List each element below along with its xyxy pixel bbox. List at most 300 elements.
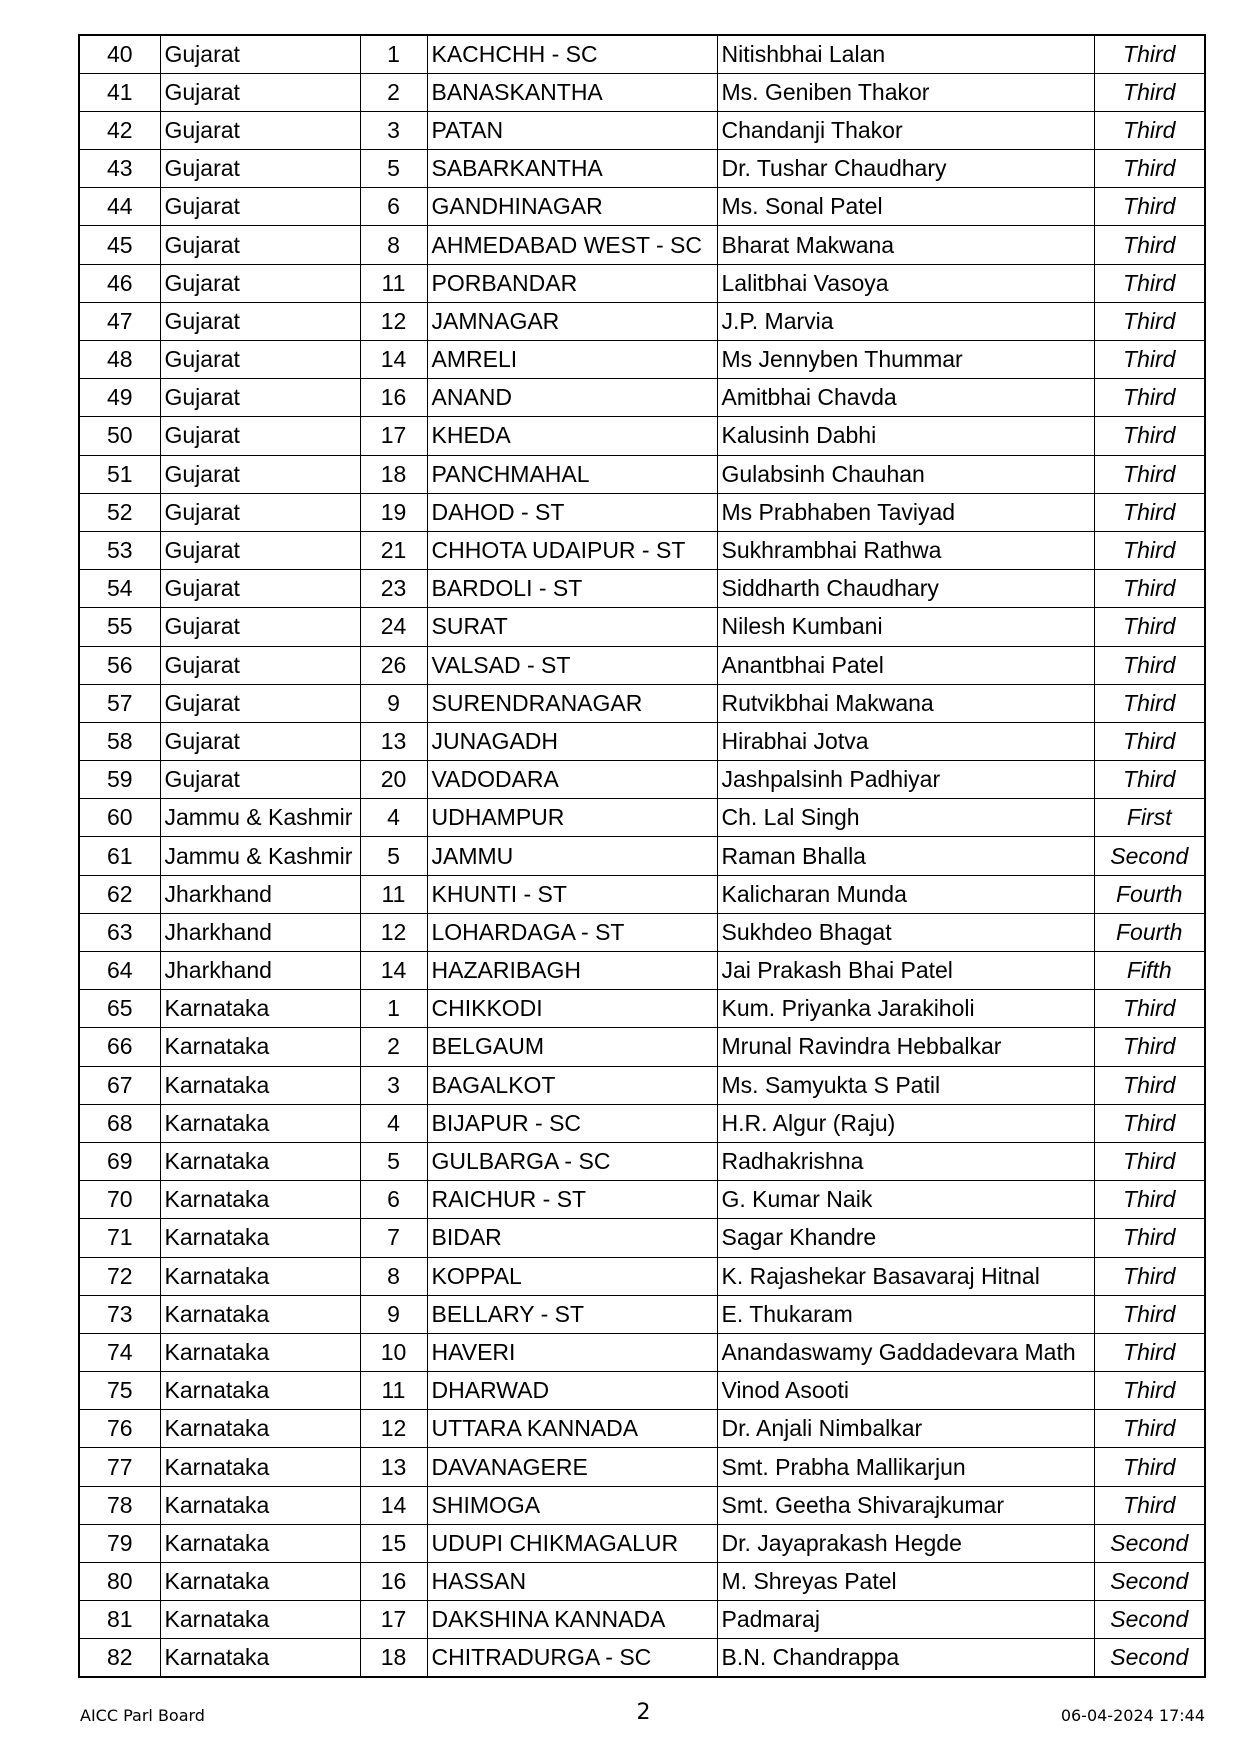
phase-cell: Third [1094,264,1205,302]
constituency-cell: BELLARY - ST [427,1295,717,1333]
constituency-cell: DAHOD - ST [427,493,717,531]
phase-cell: Third [1094,1104,1205,1142]
serial-number-cell: 71 [79,1219,160,1257]
state-cell: Jammu & Kashmir [160,837,360,875]
pc-number-cell: 18 [360,455,427,493]
serial-number-cell: 40 [79,35,160,73]
candidate-cell: Dr. Tushar Chaudhary [717,150,1094,188]
state-cell: Karnataka [160,1486,360,1524]
phase-cell: Third [1094,990,1205,1028]
table-row [79,264,1205,302]
candidate-cell: K. Rajashekar Basavaraj Hitnal [717,1257,1094,1295]
serial-number-cell: 63 [79,913,160,951]
candidate-cell: Smt. Geetha Shivarajkumar [717,1486,1094,1524]
constituency-cell: VALSAD - ST [427,646,717,684]
constituency-cell: DHARWAD [427,1372,717,1410]
phase-cell: Third [1094,417,1205,455]
constituency-cell: BARDOLI - ST [427,570,717,608]
serial-number-cell: 62 [79,875,160,913]
footer-board-name: AICC Parl Board [80,1706,205,1725]
state-cell: Karnataka [160,1639,360,1677]
state-cell: Gujarat [160,531,360,569]
page-number: 2 [636,1700,651,1725]
pc-number-cell: 17 [360,1601,427,1639]
table-row [79,722,1205,760]
pc-number-cell: 21 [360,531,427,569]
pc-number-cell: 14 [360,952,427,990]
phase-cell: Second [1094,1563,1205,1601]
state-cell: Jharkhand [160,952,360,990]
phase-cell: Third [1094,531,1205,569]
state-cell: Gujarat [160,111,360,149]
state-cell: Gujarat [160,264,360,302]
pc-number-cell: 11 [360,264,427,302]
table-row [79,1142,1205,1180]
serial-number-cell: 72 [79,1257,160,1295]
serial-number-cell: 81 [79,1601,160,1639]
state-cell: Karnataka [160,1524,360,1562]
state-cell: Jharkhand [160,913,360,951]
phase-cell: Third [1094,1333,1205,1371]
serial-number-cell: 75 [79,1372,160,1410]
candidate-cell: Ms. Geniben Thakor [717,73,1094,111]
state-cell: Karnataka [160,1142,360,1180]
state-cell: Gujarat [160,722,360,760]
pc-number-cell: 1 [360,990,427,1028]
table-row [79,799,1205,837]
serial-number-cell: 70 [79,1181,160,1219]
phase-cell: First [1094,799,1205,837]
state-cell: Jammu & Kashmir [160,799,360,837]
phase-cell: Third [1094,1486,1205,1524]
candidate-cell: Amitbhai Chavda [717,379,1094,417]
serial-number-cell: 74 [79,1333,160,1371]
serial-number-cell: 52 [79,493,160,531]
pc-number-cell: 9 [360,1295,427,1333]
constituency-cell: SURENDRANAGAR [427,684,717,722]
phase-cell: Third [1094,646,1205,684]
constituency-cell: SHIMOGA [427,1486,717,1524]
constituency-cell: HASSAN [427,1563,717,1601]
table-row [79,1333,1205,1371]
phase-cell: Third [1094,493,1205,531]
constituency-cell: JAMMU [427,837,717,875]
serial-number-cell: 46 [79,264,160,302]
constituency-cell: PORBANDAR [427,264,717,302]
pc-number-cell: 5 [360,150,427,188]
pc-number-cell: 14 [360,1486,427,1524]
table-row [79,684,1205,722]
serial-number-cell: 61 [79,837,160,875]
constituency-cell: PATAN [427,111,717,149]
phase-cell: Third [1094,379,1205,417]
footer-timestamp: 06-04-2024 17:44 [1060,1706,1205,1725]
serial-number-cell: 57 [79,684,160,722]
candidate-cell: Raman Bhalla [717,837,1094,875]
constituency-cell: BIDAR [427,1219,717,1257]
candidate-cell: Ms Jennyben Thummar [717,341,1094,379]
serial-number-cell: 76 [79,1410,160,1448]
serial-number-cell: 78 [79,1486,160,1524]
candidate-cell: B.N. Chandrappa [717,1639,1094,1677]
constituency-cell: CHITRADURGA - SC [427,1639,717,1677]
serial-number-cell: 48 [79,341,160,379]
candidate-cell: J.P. Marvia [717,302,1094,340]
serial-number-cell: 47 [79,302,160,340]
serial-number-cell: 41 [79,73,160,111]
constituency-cell: RAICHUR - ST [427,1181,717,1219]
serial-number-cell: 50 [79,417,160,455]
candidate-cell: Lalitbhai Vasoya [717,264,1094,302]
candidate-cell: Bharat Makwana [717,226,1094,264]
constituency-cell: VADODARA [427,761,717,799]
table-row [79,379,1205,417]
serial-number-cell: 59 [79,761,160,799]
constituency-cell: LOHARDAGA - ST [427,913,717,951]
phase-cell: Third [1094,570,1205,608]
state-cell: Karnataka [160,1448,360,1486]
state-cell: Karnataka [160,1410,360,1448]
candidate-cell: Nilesh Kumbani [717,608,1094,646]
phase-cell: Third [1094,188,1205,226]
candidate-cell: H.R. Algur (Raju) [717,1104,1094,1142]
pc-number-cell: 2 [360,1028,427,1066]
pc-number-cell: 15 [360,1524,427,1562]
constituency-cell: KOPPAL [427,1257,717,1295]
constituency-cell: AHMEDABAD WEST - SC [427,226,717,264]
state-cell: Gujarat [160,73,360,111]
table-row [79,913,1205,951]
table-row [79,1219,1205,1257]
phase-cell: Third [1094,722,1205,760]
pc-number-cell: 18 [360,1639,427,1677]
phase-cell: Third [1094,1142,1205,1180]
serial-number-cell: 79 [79,1524,160,1562]
serial-number-cell: 49 [79,379,160,417]
pc-number-cell: 8 [360,226,427,264]
pc-number-cell: 12 [360,1410,427,1448]
pc-number-cell: 11 [360,1372,427,1410]
pc-number-cell: 16 [360,1563,427,1601]
constituency-cell: CHIKKODI [427,990,717,1028]
table-row [79,531,1205,569]
constituency-cell: GANDHINAGAR [427,188,717,226]
constituency-cell: SABARKANTHA [427,150,717,188]
pc-number-cell: 23 [360,570,427,608]
table-row [79,1028,1205,1066]
table-row [79,73,1205,111]
table-row [79,837,1205,875]
state-cell: Karnataka [160,1601,360,1639]
state-cell: Gujarat [160,35,360,73]
pc-number-cell: 6 [360,188,427,226]
constituency-cell: CHHOTA UDAIPUR - ST [427,531,717,569]
phase-cell: Third [1094,1028,1205,1066]
candidate-cell: E. Thukaram [717,1295,1094,1333]
pc-number-cell: 8 [360,1257,427,1295]
serial-number-cell: 55 [79,608,160,646]
table-row [79,150,1205,188]
serial-number-cell: 68 [79,1104,160,1142]
table-row [79,188,1205,226]
candidate-cell: Mrunal Ravindra Hebbalkar [717,1028,1094,1066]
state-cell: Karnataka [160,1219,360,1257]
candidate-cell: Anantbhai Patel [717,646,1094,684]
phase-cell: Third [1094,226,1205,264]
candidate-cell: Ch. Lal Singh [717,799,1094,837]
candidate-cell: Hirabhai Jotva [717,722,1094,760]
serial-number-cell: 43 [79,150,160,188]
state-cell: Karnataka [160,1104,360,1142]
state-cell: Gujarat [160,455,360,493]
pc-number-cell: 3 [360,111,427,149]
phase-cell: Third [1094,302,1205,340]
table-row [79,1104,1205,1142]
serial-number-cell: 80 [79,1563,160,1601]
table-row [79,1563,1205,1601]
table-row [79,1372,1205,1410]
pc-number-cell: 3 [360,1066,427,1104]
candidate-cell: Siddharth Chaudhary [717,570,1094,608]
table-row [79,455,1205,493]
candidate-cell: Kalicharan Munda [717,875,1094,913]
serial-number-cell: 42 [79,111,160,149]
pc-number-cell: 16 [360,379,427,417]
constituency-cell: PANCHMAHAL [427,455,717,493]
table-row [79,417,1205,455]
pc-number-cell: 7 [360,1219,427,1257]
phase-cell: Fourth [1094,913,1205,951]
candidate-cell: Dr. Anjali Nimbalkar [717,1410,1094,1448]
phase-cell: Third [1094,35,1205,73]
phase-cell: Second [1094,1524,1205,1562]
serial-number-cell: 65 [79,990,160,1028]
state-cell: Gujarat [160,341,360,379]
table-row [79,1410,1205,1448]
candidate-cell: Kalusinh Dabhi [717,417,1094,455]
table-row [79,1295,1205,1333]
candidate-cell: Ms. Samyukta S Patil [717,1066,1094,1104]
phase-cell: Second [1094,837,1205,875]
serial-number-cell: 64 [79,952,160,990]
phase-cell: Third [1094,111,1205,149]
phase-cell: Third [1094,1257,1205,1295]
state-cell: Gujarat [160,608,360,646]
table-row [79,302,1205,340]
constituency-cell: DAKSHINA KANNADA [427,1601,717,1639]
constituency-cell: BAGALKOT [427,1066,717,1104]
table-row [79,1639,1205,1677]
phase-cell: Third [1094,1295,1205,1333]
candidate-cell: Kum. Priyanka Jarakiholi [717,990,1094,1028]
phase-cell: Third [1094,1181,1205,1219]
table-row [79,1257,1205,1295]
state-cell: Gujarat [160,646,360,684]
constituency-cell: ANAND [427,379,717,417]
serial-number-cell: 56 [79,646,160,684]
pc-number-cell: 13 [360,722,427,760]
state-cell: Jharkhand [160,875,360,913]
pc-number-cell: 2 [360,73,427,111]
table-row [79,493,1205,531]
pc-number-cell: 5 [360,837,427,875]
state-cell: Karnataka [160,990,360,1028]
pc-number-cell: 13 [360,1448,427,1486]
pc-number-cell: 12 [360,302,427,340]
table-row [79,1448,1205,1486]
pc-number-cell: 6 [360,1181,427,1219]
state-cell: Gujarat [160,570,360,608]
state-cell: Gujarat [160,150,360,188]
phase-cell: Third [1094,1066,1205,1104]
pc-number-cell: 4 [360,799,427,837]
serial-number-cell: 82 [79,1639,160,1677]
candidate-table [78,34,1206,1678]
pc-number-cell: 11 [360,875,427,913]
pc-number-cell: 5 [360,1142,427,1180]
serial-number-cell: 53 [79,531,160,569]
pc-number-cell: 9 [360,684,427,722]
state-cell: Karnataka [160,1181,360,1219]
pc-number-cell: 12 [360,913,427,951]
candidate-cell: Rutvikbhai Makwana [717,684,1094,722]
candidate-cell: Anandaswamy Gaddadevara Math [717,1333,1094,1371]
serial-number-cell: 66 [79,1028,160,1066]
candidate-cell: Nitishbhai Lalan [717,35,1094,73]
table-row [79,570,1205,608]
constituency-cell: AMRELI [427,341,717,379]
pc-number-cell: 20 [360,761,427,799]
constituency-cell: UTTARA KANNADA [427,1410,717,1448]
candidate-cell: M. Shreyas Patel [717,1563,1094,1601]
constituency-cell: UDHAMPUR [427,799,717,837]
pc-number-cell: 24 [360,608,427,646]
table-row [79,990,1205,1028]
phase-cell: Third [1094,1219,1205,1257]
pc-number-cell: 10 [360,1333,427,1371]
table-row [79,761,1205,799]
state-cell: Gujarat [160,417,360,455]
constituency-cell: BIJAPUR - SC [427,1104,717,1142]
state-cell: Karnataka [160,1563,360,1601]
constituency-cell: JUNAGADH [427,722,717,760]
candidate-cell: Sukhrambhai Rathwa [717,531,1094,569]
state-cell: Karnataka [160,1295,360,1333]
table-row [79,646,1205,684]
candidate-cell: G. Kumar Naik [717,1181,1094,1219]
pc-number-cell: 14 [360,341,427,379]
table-row [79,35,1205,73]
serial-number-cell: 77 [79,1448,160,1486]
pc-number-cell: 17 [360,417,427,455]
pc-number-cell: 26 [360,646,427,684]
candidate-cell: Chandanji Thakor [717,111,1094,149]
table-row [79,1486,1205,1524]
table-row [79,1066,1205,1104]
state-cell: Karnataka [160,1333,360,1371]
constituency-cell: UDUPI CHIKMAGALUR [427,1524,717,1562]
table-row [79,1181,1205,1219]
state-cell: Gujarat [160,302,360,340]
constituency-cell: BANASKANTHA [427,73,717,111]
state-cell: Gujarat [160,684,360,722]
phase-cell: Second [1094,1639,1205,1677]
state-cell: Karnataka [160,1028,360,1066]
serial-number-cell: 60 [79,799,160,837]
candidate-cell: Jashpalsinh Padhiyar [717,761,1094,799]
constituency-cell: HAZARIBAGH [427,952,717,990]
state-cell: Gujarat [160,188,360,226]
phase-cell: Fourth [1094,875,1205,913]
serial-number-cell: 44 [79,188,160,226]
candidate-cell: Vinod Asooti [717,1372,1094,1410]
serial-number-cell: 58 [79,722,160,760]
phase-cell: Third [1094,1372,1205,1410]
constituency-cell: HAVERI [427,1333,717,1371]
state-cell: Gujarat [160,493,360,531]
phase-cell: Fifth [1094,952,1205,990]
candidate-cell: Ms Prabhaben Taviyad [717,493,1094,531]
serial-number-cell: 67 [79,1066,160,1104]
candidate-cell: Radhakrishna [717,1142,1094,1180]
table-row [79,1601,1205,1639]
phase-cell: Third [1094,341,1205,379]
state-cell: Gujarat [160,379,360,417]
serial-number-cell: 54 [79,570,160,608]
phase-cell: Third [1094,1410,1205,1448]
phase-cell: Third [1094,761,1205,799]
constituency-cell: KACHCHH - SC [427,35,717,73]
pc-number-cell: 19 [360,493,427,531]
constituency-cell: KHEDA [427,417,717,455]
candidate-cell: Gulabsinh Chauhan [717,455,1094,493]
serial-number-cell: 51 [79,455,160,493]
candidate-cell: Sukhdeo Bhagat [717,913,1094,951]
candidate-cell: Dr. Jayaprakash Hegde [717,1524,1094,1562]
pc-number-cell: 1 [360,35,427,73]
constituency-cell: DAVANAGERE [427,1448,717,1486]
table-row [79,608,1205,646]
candidate-cell: Sagar Khandre [717,1219,1094,1257]
state-cell: Karnataka [160,1372,360,1410]
constituency-cell: KHUNTI - ST [427,875,717,913]
candidate-cell: Jai Prakash Bhai Patel [717,952,1094,990]
state-cell: Karnataka [160,1257,360,1295]
table-row [79,111,1205,149]
state-cell: Karnataka [160,1066,360,1104]
table-row [79,952,1205,990]
serial-number-cell: 45 [79,226,160,264]
candidate-table-body [79,35,1205,1677]
phase-cell: Second [1094,1601,1205,1639]
table-row [79,1524,1205,1562]
phase-cell: Third [1094,684,1205,722]
constituency-cell: BELGAUM [427,1028,717,1066]
candidate-cell: Padmaraj [717,1601,1094,1639]
phase-cell: Third [1094,1448,1205,1486]
state-cell: Gujarat [160,761,360,799]
pc-number-cell: 4 [360,1104,427,1142]
table-row [79,341,1205,379]
constituency-cell: JAMNAGAR [427,302,717,340]
phase-cell: Third [1094,73,1205,111]
candidate-cell: Smt. Prabha Mallikarjun [717,1448,1094,1486]
serial-number-cell: 69 [79,1142,160,1180]
phase-cell: Third [1094,608,1205,646]
constituency-cell: SURAT [427,608,717,646]
table-row [79,226,1205,264]
table-row [79,875,1205,913]
